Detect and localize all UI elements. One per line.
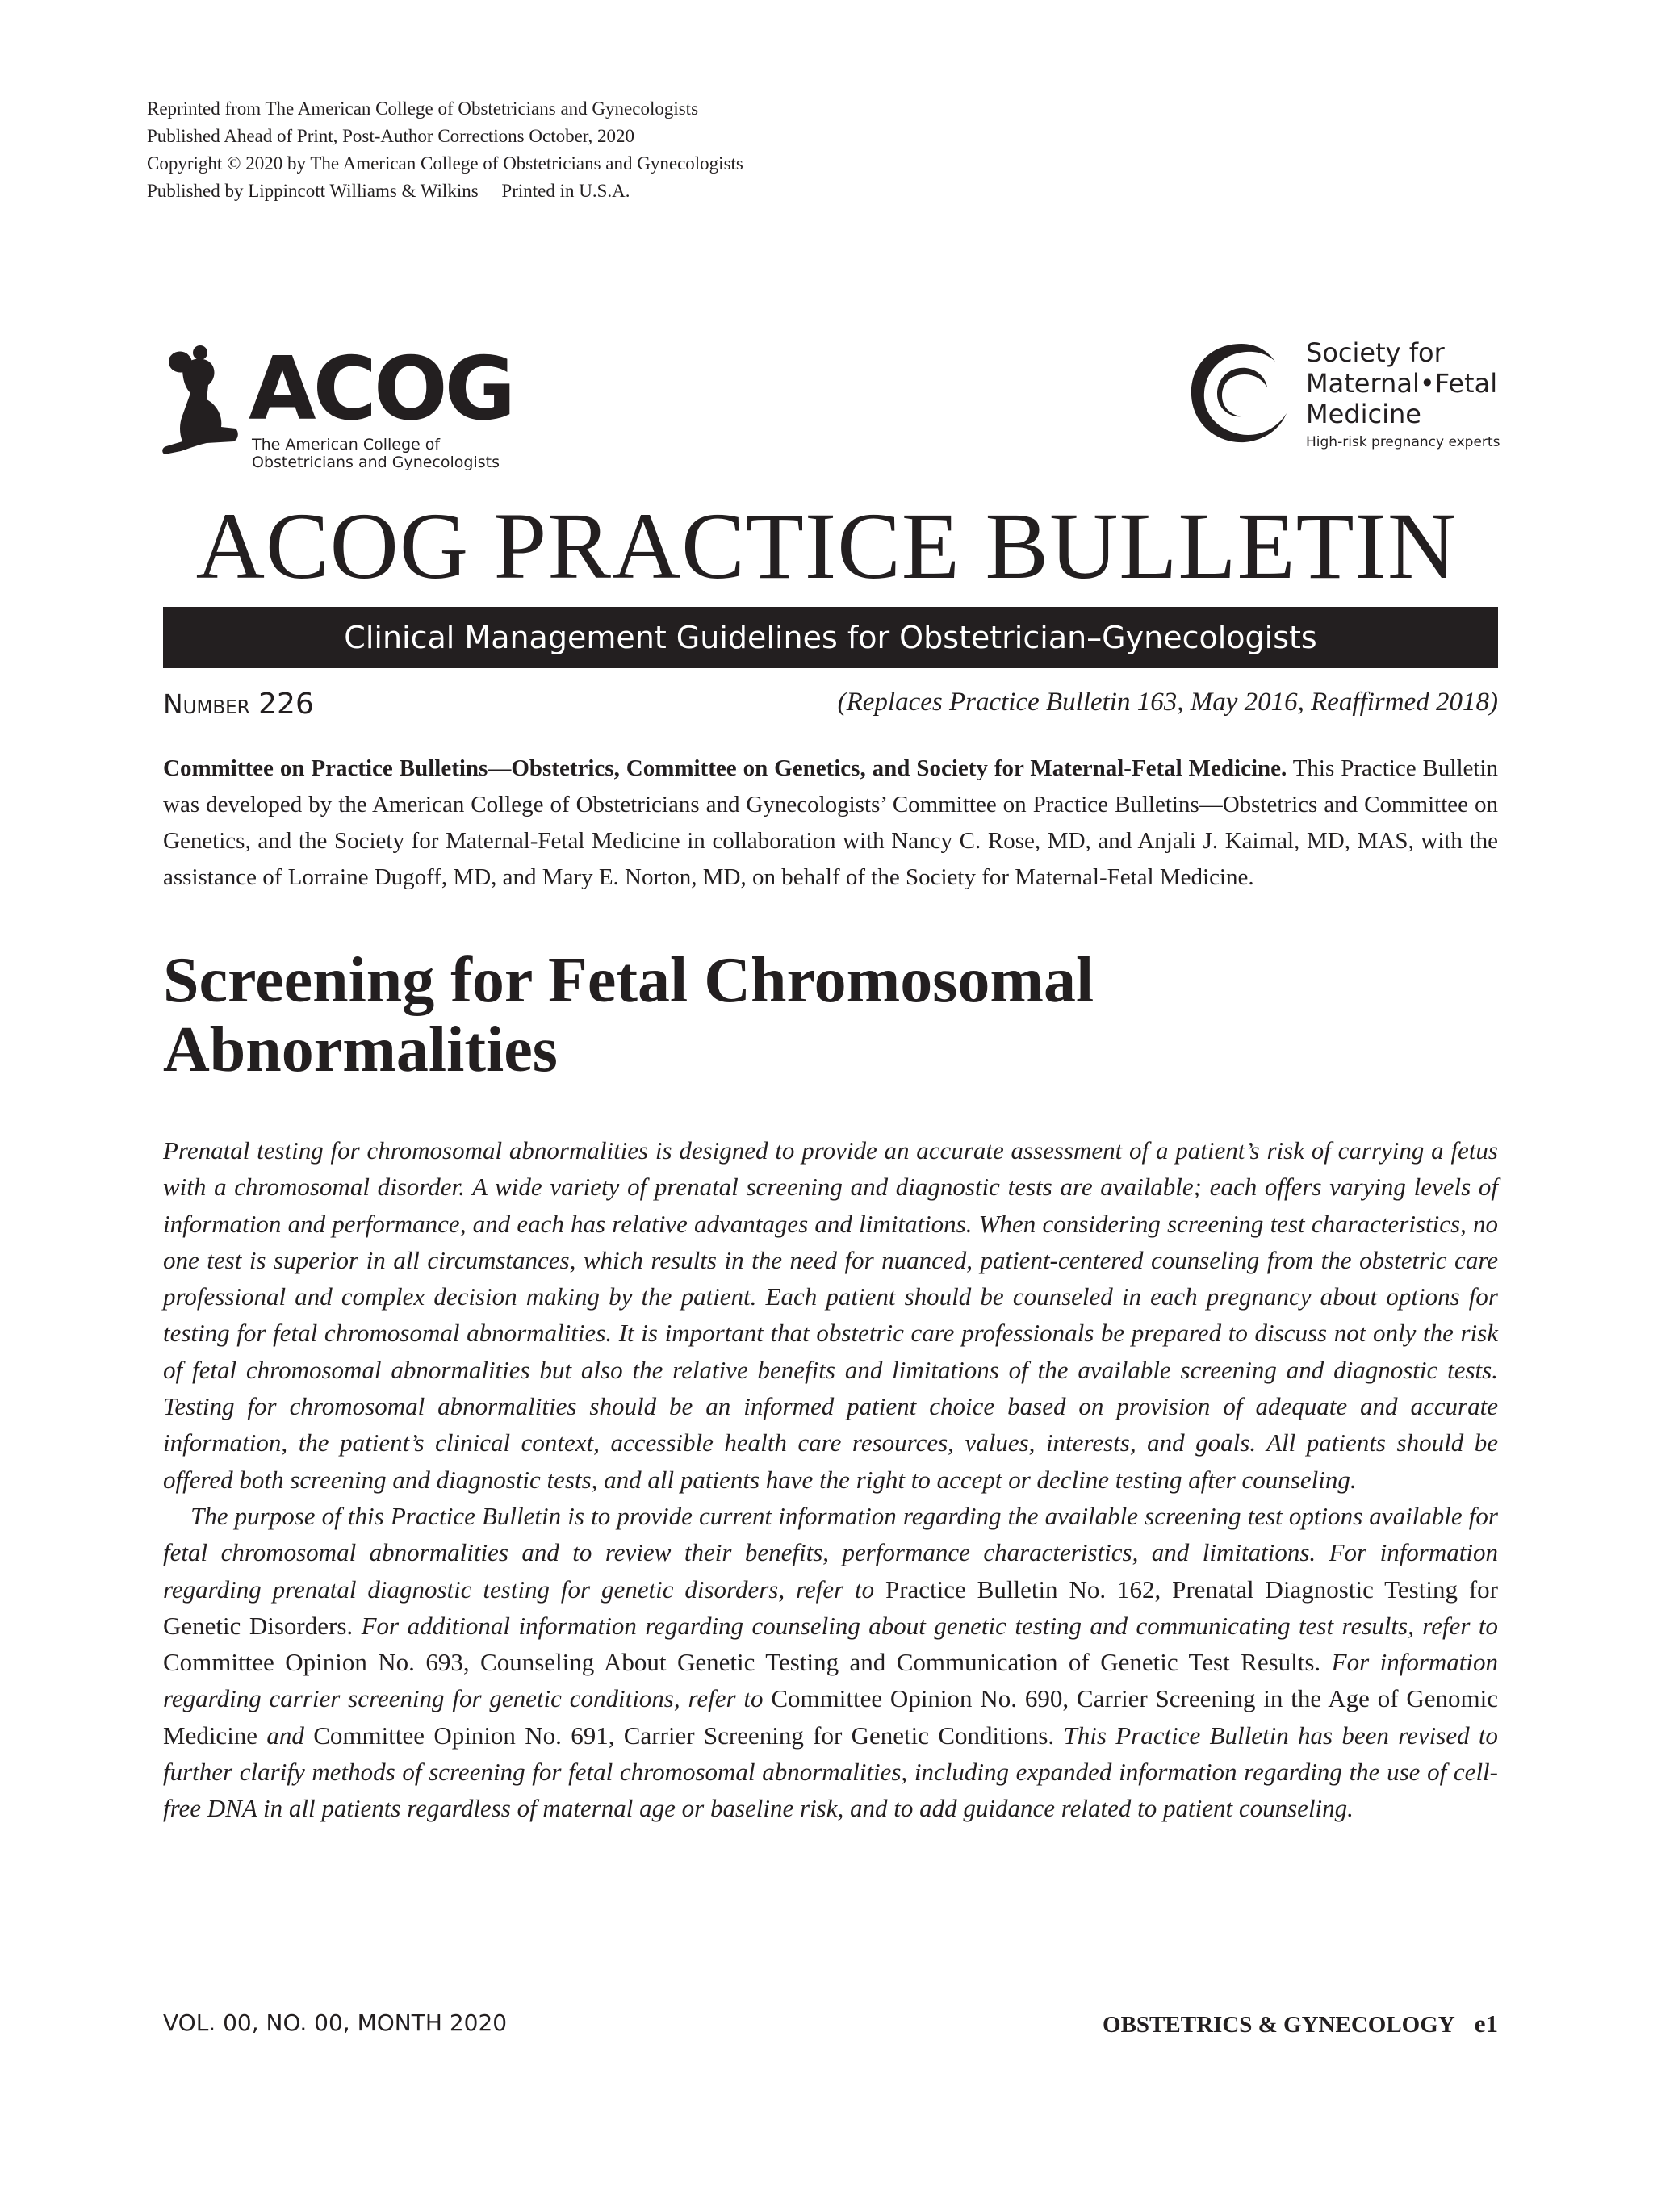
smfm-name-line: Society for <box>1306 337 1445 368</box>
journal-name: OBSTETRICS & GYNECOLOGY <box>1103 2012 1455 2038</box>
acog-subtitle-line: The American College of <box>252 436 441 454</box>
reference-link: Committee Opinion No. 690, Carrier Screening in the Age of Genomic Medicine <box>163 1684 1498 1750</box>
bulletin-number <box>163 688 314 721</box>
reference-link: Committee Opinion No. 691, Carrier Screening for Genetic Conditions. <box>313 1721 1055 1750</box>
abstract-text: and <box>266 1721 304 1750</box>
replaces-note: (Replaces Practice Bulletin 163, May 2016, Reaffirmed 2018) <box>837 688 1498 717</box>
reprint-line: Copyright © 2020 by The American College of Obstetricians and Gynecologists <box>147 153 743 174</box>
article-title-line: Screening for Fetal Chromosomal <box>163 945 1094 1016</box>
abstract-text: For additional information regarding counseling about genetic testing and communicating test results, refer to <box>361 1611 1498 1640</box>
bulletin-number-value: 226 <box>258 688 314 721</box>
article-title <box>163 946 1498 1085</box>
mother-and-child-icon <box>158 343 243 456</box>
reference-link: Committee Opinion No. 693, Counseling About Genetic Testing and Communication of Genetic Test Results. <box>163 1648 1321 1677</box>
smfm-name <box>1306 337 1497 429</box>
committee-names: Committee on Practice Bulletins—Obstetrics, Committee on Genetics, and Society for Maternal-Fetal Medicine. <box>163 755 1287 781</box>
acog-wordmark: ACOG <box>249 339 513 440</box>
smfm-name-line: Medicine <box>1306 399 1421 429</box>
guidelines-banner: Clinical Management Guidelines for Obstetrician–Gynecologists <box>163 607 1498 668</box>
reprint-notice <box>147 95 1035 205</box>
smfm-tagline: High-risk pregnancy experts <box>1306 434 1500 450</box>
acog-subtitle-line: Obstetricians and Gynecologists <box>252 454 500 471</box>
footer-volume: VOL. 00, NO. 00, MONTH 2020 <box>163 2009 508 2036</box>
abstract-paragraph <box>163 1498 1498 1827</box>
ring-logo-icon <box>1185 337 1294 450</box>
bulletin-number-label: Number <box>163 688 250 720</box>
reprint-line: Reprinted from The American College of Obstetricians and Gynecologists <box>147 98 699 119</box>
reprint-line: Published Ahead of Print, Post-Author Corrections October, 2020 <box>147 126 635 146</box>
committee-description: This Practice Bulletin was developed by the American College of Obstetricians and Gynecologists’ Committee on Practice Bulletins—Obstetrics and Committee on Genetics, and the Society for Maternal-Fetal Medicine in collaboration with Nancy C. Rose, MD, and Anjali J. Kaimal, MD, MAS, with the assistance of Lorraine Dugoff, MD, and Mary E. Norton, MD, on behalf of the Society for Maternal-Fetal Medicine. <box>163 755 1498 890</box>
abstract-text: This Practice Bulletin has been revised to further clarify methods of screening for fetal chromosomal abnormalities, including expanded information regarding the use of cell-free DNA in all patients regardless of maternal age or baseline risk, and to add guidance related to patient counseling. <box>163 1721 1499 1823</box>
acog-logo <box>158 339 513 480</box>
reference-link: Practice Bulletin No. 162, Prenatal Diagnostic Testing for Genetic Disorders. <box>163 1574 1498 1640</box>
smfm-name-line: Maternal•Fetal <box>1306 368 1498 399</box>
footer-journal <box>1103 2009 1498 2038</box>
smfm-logo <box>1185 337 1508 458</box>
abstract-text: For information regarding carrier screening for genetic conditions, refer to <box>163 1648 1498 1713</box>
reprint-line: Published by Lippincott Williams & Wilkins Printed in U.S.A. <box>147 181 630 201</box>
acog-subtitle <box>252 436 500 471</box>
committee-credits <box>163 751 1498 896</box>
page-number: e1 <box>1474 2009 1498 2038</box>
masthead-title: ACOG PRACTICE BULLETIN <box>195 493 1458 599</box>
abstract <box>163 1132 1498 1827</box>
article-title-line: Abnormalities <box>163 1014 558 1085</box>
abstract-text: The purpose of this Practice Bulletin is to provide current information regarding the available screening test options available for fetal chromosomal abnormalities and to review their benefits, performance characteristics, and limitations. For information regarding prenatal diagnostic testing for genetic disorders, refer to <box>163 1501 1498 1604</box>
abstract-paragraph: Prenatal testing for chromosomal abnormalities is designed to provide an accurate assessment of a patient’s risk of carrying a fetus with a chromosomal disorder. A wide variety of prenatal screening and diagnostic tests are available; each offers varying levels of information and performance, and each has relative advantages and limitations. When considering screening test characteristics, no one test is superior in all circumstances, which results in the need for nuanced, patient-centered counseling from the obstetric care professional and complex decision making by the patient. Each patient should be counseled in each pregnancy about options for testing for fetal chromosomal abnormalities. It is important that obstetric care professionals be prepared to discuss not only the risk of fetal chromosomal abnormalities but also the relative benefits and limitations of the available screening and diagnostic tests. Testing for chromosomal abnormalities should be an informed patient choice based on provision of adequate and accurate information, the patient’s clinical context, accessible health care resources, values, interests, and goals. All patients should be offered both screening and diagnostic tests, and all patients have the right to accept or decline testing after counseling. <box>163 1136 1498 1494</box>
